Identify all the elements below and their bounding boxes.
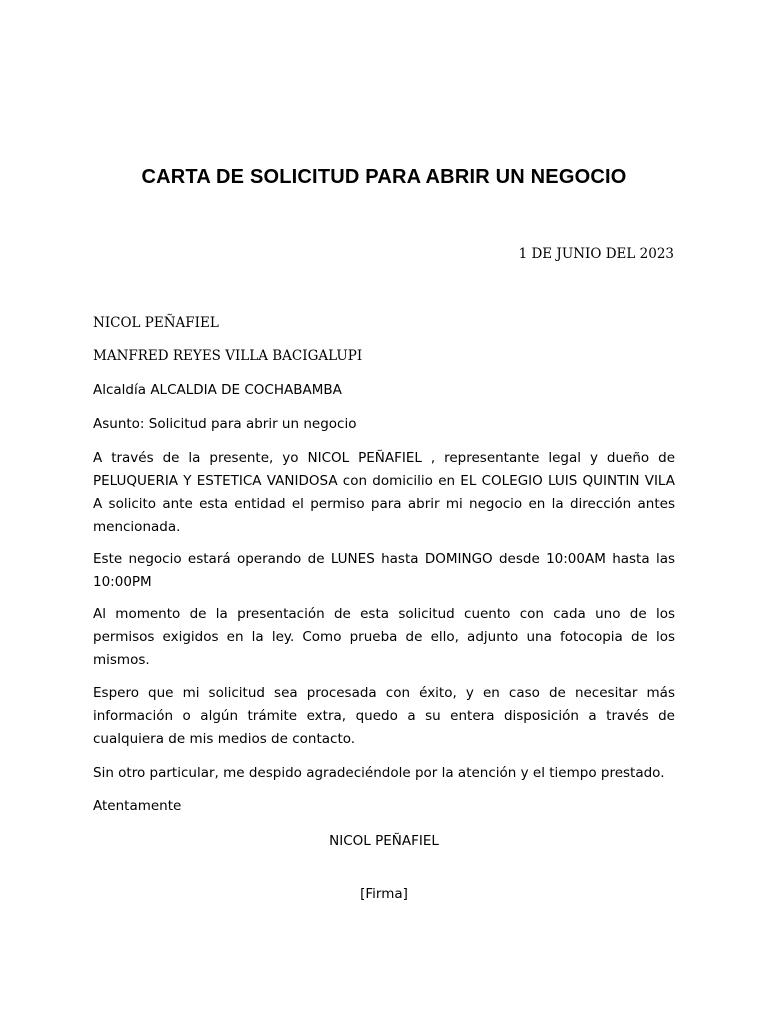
letter-title: CARTA DE SOLICITUD PARA ABRIR UN NEGOCIO bbox=[141, 166, 627, 188]
body-paragraph-contact: Espero que mi solicitud sea procesada con éxito, y en caso de necesitar más información o algún trámite extra, quedo a su entera disposición a través de cualquiera de mis medios de contacto. bbox=[93, 685, 675, 747]
sender-name: NICOL PEÑAFIEL bbox=[93, 315, 219, 331]
recipient-name: MANFRED REYES VILLA BACIGALUPI bbox=[93, 348, 363, 364]
body-paragraph-intro: A través de la presente, yo NICOL PEÑAFIEL , representante legal y dueño de PELUQUERIA Y ESTETICA VANIDOSA con domicilio en EL COLEGIO LUIS QUINTIN VILA A solicito ante esta entidad el permiso para abrir mi negocio en la dirección antes mencionada. bbox=[93, 450, 675, 535]
closing-line: Atentamente bbox=[93, 798, 182, 814]
body-paragraph-permits: Al momento de la presentación de esta solicitud cuento con cada uno de los permisos exigidos en la ley. Como prueba de ello, adjunto una fotocopia de los mismos. bbox=[93, 606, 675, 668]
signature-placeholder: [Firma] bbox=[360, 886, 408, 902]
body-paragraph-farewell: Sin otro particular, me despido agradeciéndole por la atención y el tiempo prestado. bbox=[93, 765, 665, 781]
body-paragraph-schedule: Este negocio estará operando de LUNES hasta DOMINGO desde 10:00AM hasta las 10:00PM bbox=[93, 551, 675, 590]
signature-name: NICOL PEÑAFIEL bbox=[329, 833, 439, 849]
letter-date: 1 DE JUNIO DEL 2023 bbox=[518, 246, 674, 262]
institution-line: Alcaldía ALCALDIA DE COCHABAMBA bbox=[93, 382, 342, 398]
subject-line: Asunto: Solicitud para abrir un negocio bbox=[93, 416, 357, 432]
